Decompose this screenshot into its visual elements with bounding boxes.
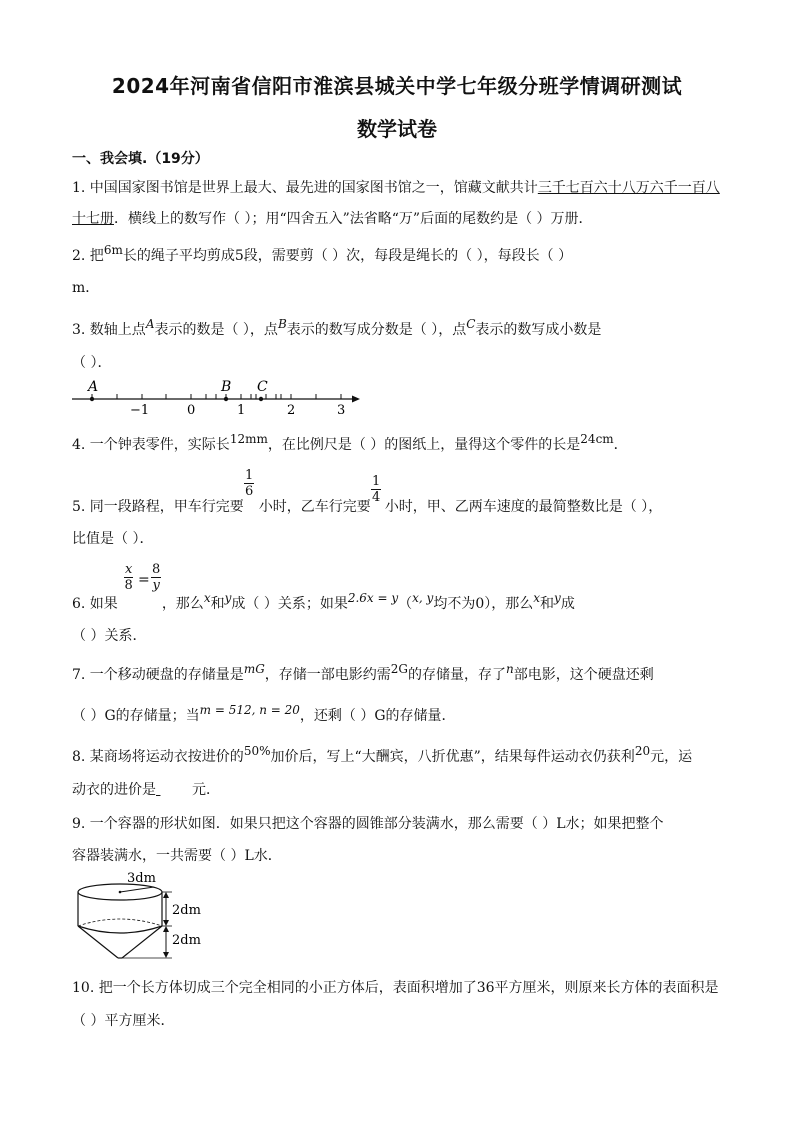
container-figure: [72, 868, 212, 963]
tick-label: 0: [187, 403, 196, 417]
question-1-line-2: 十七册．横线上的数写作（ ）；用“四舍五入”法省略“万”后面的尾数约是（ ）万册．: [72, 211, 593, 227]
question-3-line-2: （ ）．: [72, 355, 112, 371]
number-line: [68, 372, 368, 417]
question-8-line-2: 动衣的进价是 元．: [72, 782, 220, 798]
question-7-line-1: 7. 一个移动硬盘的存储量是mG，存储一部电影约需2G的存储量，存了n部电影，这个硬盘还剩: [72, 662, 654, 683]
question-5-line-1: 5. 同一段路程，甲车行完要 小时，乙车行完要 小时，甲、乙两车速度的最简整数比是（ ），: [72, 499, 663, 515]
section-heading: 一、我会填.（19分）: [72, 151, 209, 167]
underlined-number: 三千七百六十八万六千一百八: [537, 180, 720, 196]
fraction-8-over-y: $\frac{8}{y}$: [152, 562, 161, 593]
center-dot: [119, 891, 122, 894]
answer-blank: [156, 782, 192, 798]
page-title: 2024年河南省信阳市淮滨县城关中学七年级分班学情调研测试: [111, 74, 683, 98]
tick-label: 2: [287, 403, 296, 417]
axis-ticks: [92, 394, 341, 399]
label-b: B: [221, 379, 232, 395]
question-3-line-1: 3. 数轴上点A表示的数是（ ），点B表示的数写成分数是（ ），点C表示的数写成小数是: [72, 317, 602, 338]
question-10-line-2: （ ）平方厘米．: [72, 1013, 175, 1029]
question-2-line-1: 2. 把6m长的绳子平均剪成5段，需要剪（ ）次，每段是绳长的（ ），每段长（ ）: [72, 243, 573, 264]
cylinder-bottom: [78, 926, 162, 933]
radius-label: 3dm: [127, 871, 156, 886]
cone-height-label: 2dm: [172, 933, 201, 948]
question-4: 4. 一个钟表零件，实际长12mm，在比例尺是（ ）的图纸上，量得这个零件的长是24cm．: [72, 432, 628, 453]
tick-label: 1: [237, 403, 246, 417]
equals-sign: =: [138, 572, 150, 588]
point-b: [224, 397, 228, 401]
question-6-line-1: 6. 如果 ，那么x和y成（ ）关系；如果2.6x = y（x, y均不为0），那么x和y成: [72, 591, 575, 612]
question-7-line-2: （ ）G的存储量；当m = 512, n = 20，还剩（ ）G的存储量．: [72, 703, 456, 724]
point-a: [90, 397, 94, 401]
question-2-line-2: m．: [72, 280, 100, 296]
label-c: C: [257, 379, 268, 395]
axis-arrow: [352, 396, 360, 403]
cylinder-height-label: 2dm: [172, 903, 201, 918]
tick-label: 3: [337, 403, 346, 417]
radius-line: [120, 887, 154, 892]
fraction-one-fourth: $\frac{1}{4}$: [372, 474, 381, 505]
label-a: A: [88, 379, 99, 395]
fraction-one-sixth: $\frac{1}{6}$: [245, 468, 254, 499]
question-1-line-1: 1. 中国国家图书馆是世界上最大、最先进的国家图书馆之一，馆藏文献共计三千七百六十八万六千一百八: [72, 180, 720, 196]
question-5-line-2: 比值是（ ）．: [72, 531, 154, 547]
question-10-line-1: 10. 把一个长方体切成三个完全相同的小正方体后，表面积增加了36平方厘米，则原来长方体的表面积是: [72, 980, 719, 996]
question-6-line-2: （ ）关系．: [72, 628, 147, 644]
page-subtitle: 数学试卷: [357, 117, 437, 141]
fraction-x-over-8: $\frac{x}{8}$: [124, 562, 133, 593]
question-9-line-1: 9. 一个容器的形状如图．如果只把这个容器的圆锥部分装满水，那么需要（ ）L水；如果把整个: [72, 816, 664, 832]
tick-label: −1: [130, 403, 150, 417]
question-8-line-1: 8. 某商场将运动衣按进价的50%加价后，写上“大酬宾，八折优惠”，结果每件运动衣仍获利20元，运: [72, 744, 693, 765]
question-9-line-2: 容器装满水，一共需要（ ）L水．: [72, 848, 282, 864]
point-c: [259, 397, 263, 401]
